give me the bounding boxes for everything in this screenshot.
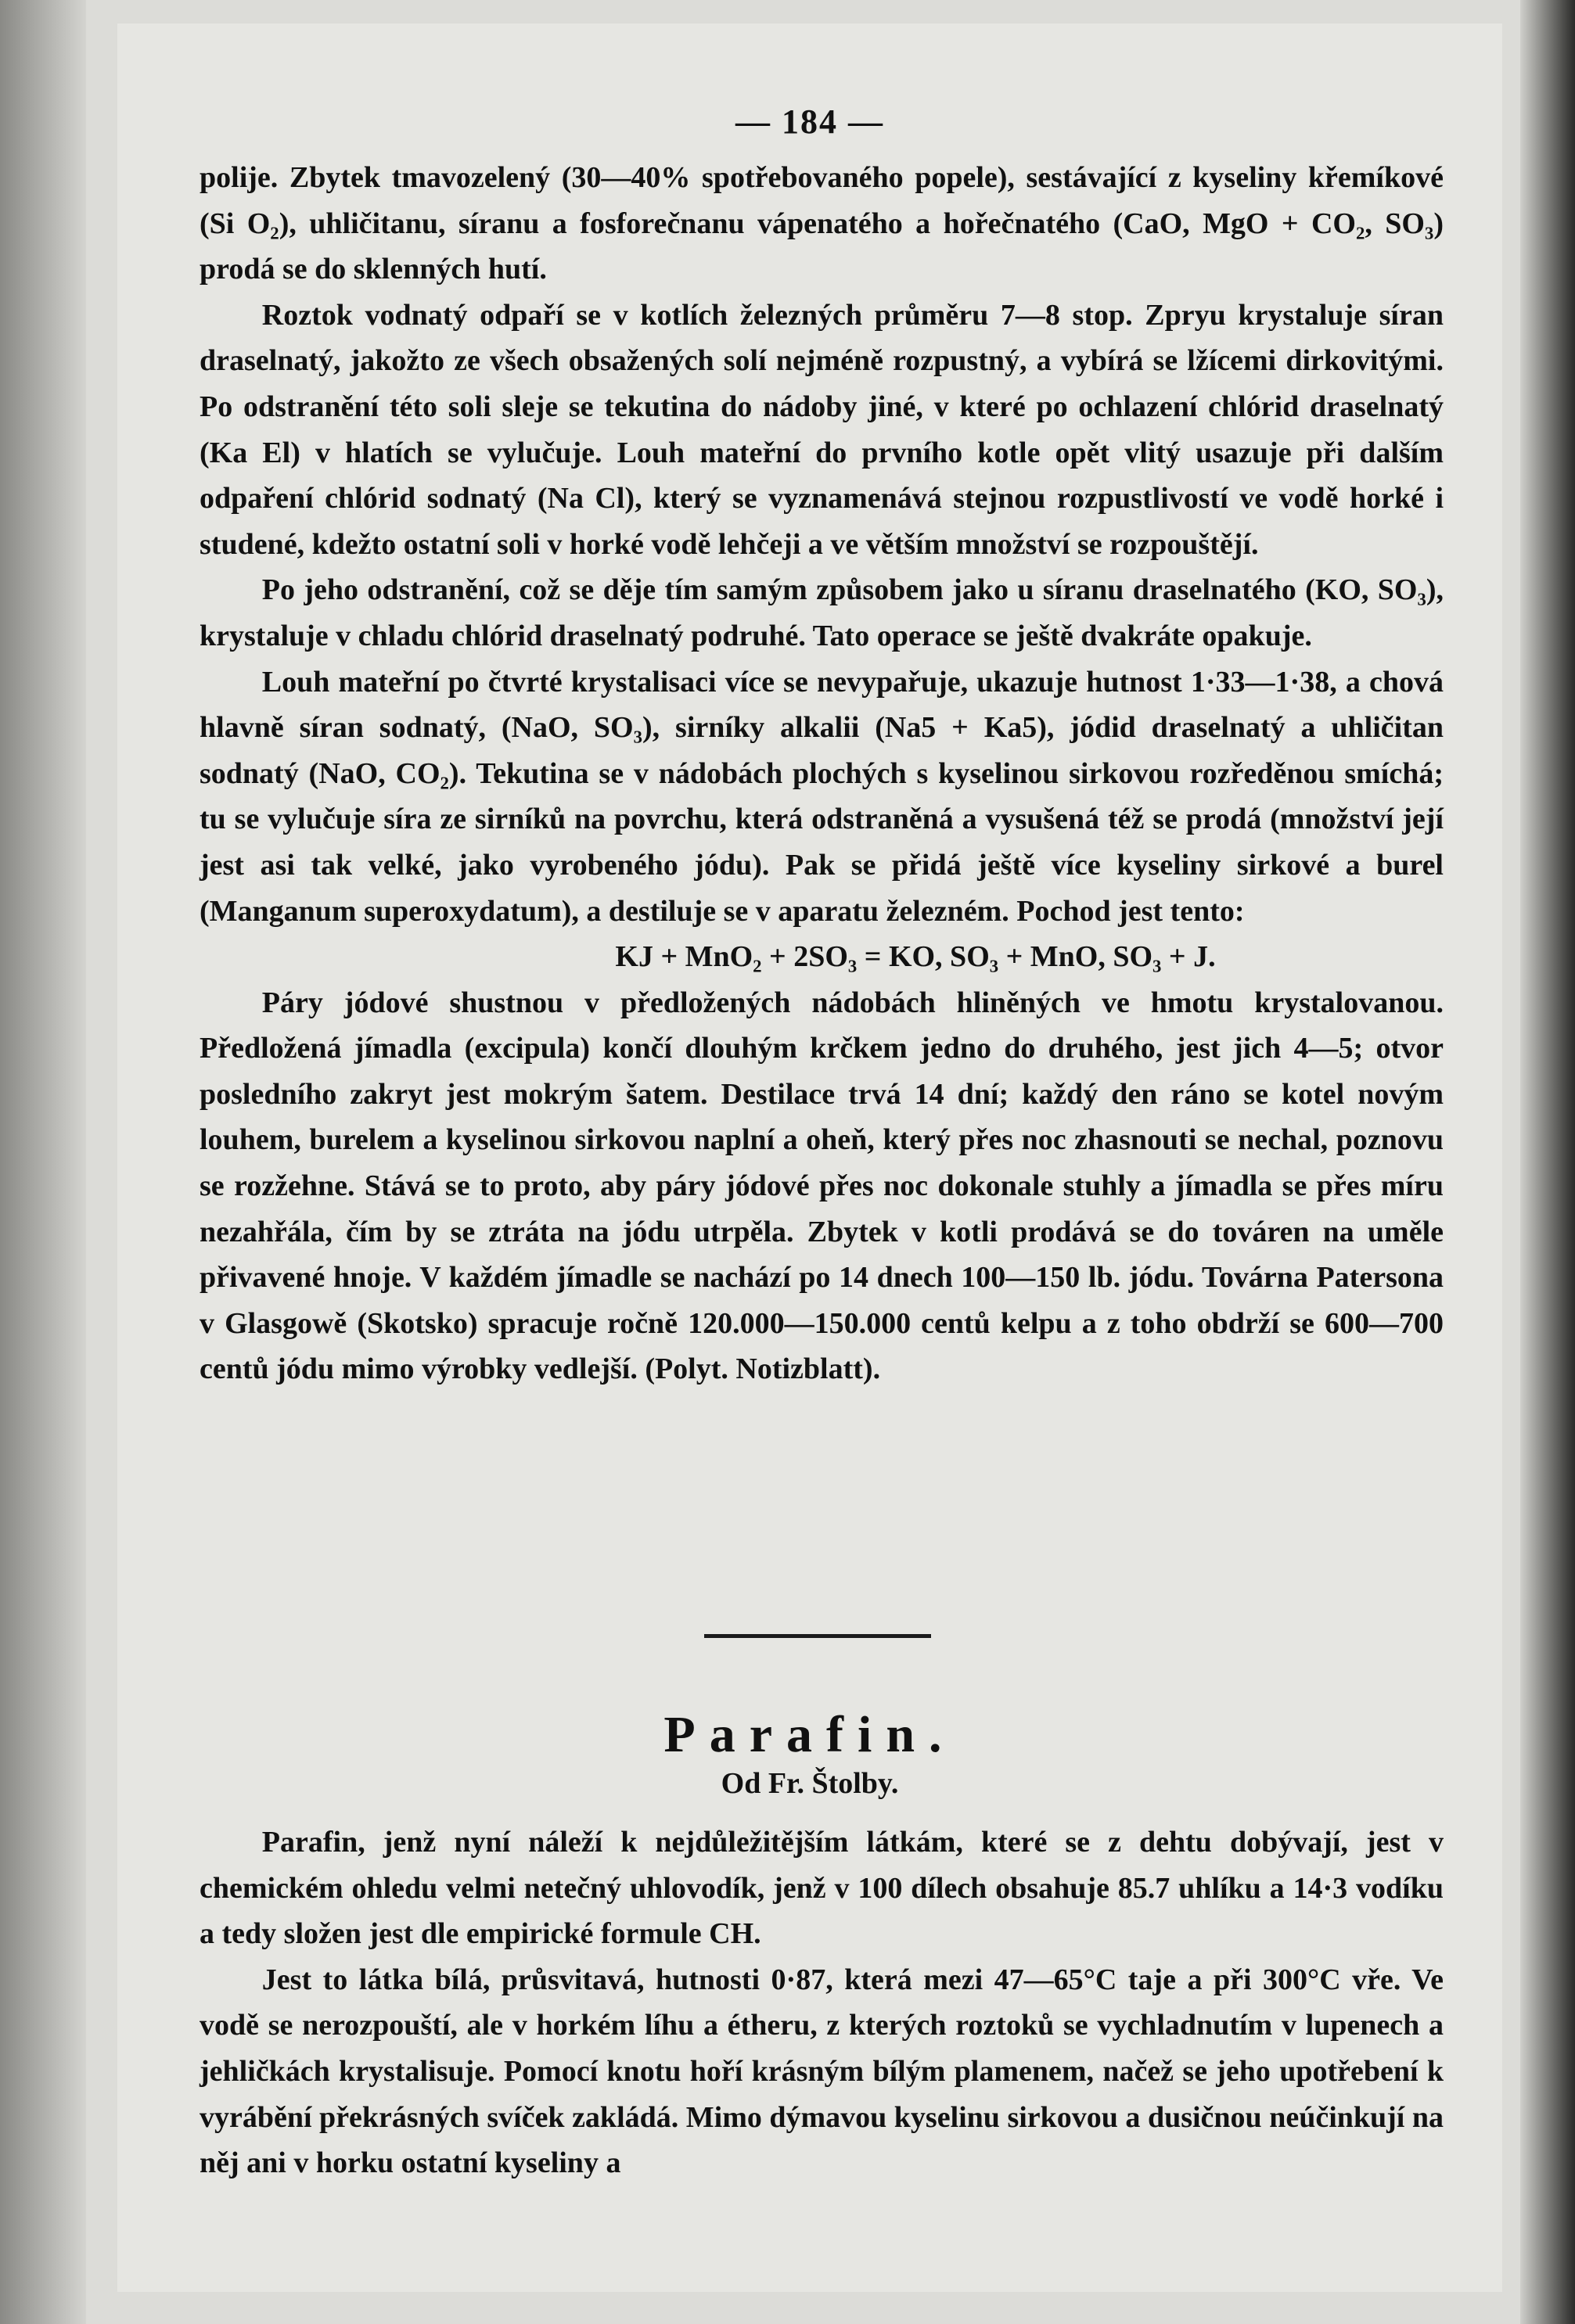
paragraph: Po jeho odstranění, což se děje tím samým způsobem jako u síranu draselnatého (KO, SO₃), krystaluje v chladu chlórid draselnatý podruhé. Tato operace se ještě dvakráte opakuje. — [200, 573, 1444, 652]
scan-shadow-left — [0, 0, 86, 2324]
article-body-bottom — [200, 1819, 1444, 2186]
chemical-equation: KJ + MnO₂ + 2SO₃ = KO, SO₃ + MnO, SO₃ + J. — [615, 940, 1216, 974]
scan-shadow-right — [1520, 0, 1575, 2324]
book-page — [117, 23, 1502, 2292]
paragraph: Jest to látka bílá, průsvitavá, hutnosti 0·87, která mezi 47—65°C taje a při 300°C vře. Ve vodě se nerozpouští, ale v horkém líhu a étheru, z kterých roztoků se vychladnutím v lupenech a jehličkách krystalisuje. Pomocí knotu hoří krásným bílým plamenem, načež se jeho upotřebení k vyrábění překrásných svíček zakládá. Mimo dýmavou kyselinu sirkovou a dusičnou neúčinkují na něj ani v horku ostatní kyseliny a — [200, 1963, 1444, 2180]
paragraph: Louh mateřní po čtvrté krystalisaci více se nevypařuje, ukazuje hutnost 1·33—1·38, a chová hlavně síran sodnatý, (NaO, SO₃), sirníky alkalii (Na5 + Ka5), jódid draselnatý a uhličitan sodnatý (NaO, CO₂). Tekutina se v nádobách plochých s kyselinou sirkovou rozředěnou smíchá; tu se vylučuje síra ze sirníků na povrchu, která odstraněná a vysušená též se prodá (množství její jest asi tak velké, jako vyrobeného jódu). Pak se přidá ještě více kyseliny sirkové a burel (Manganum superoxydatum), a destiluje se v aparatu železném. Pochod jest tento: — [200, 665, 1444, 928]
paragraph: Roztok vodnatý odpaří se v kotlích železných průměru 7—8 stop. Zpryu krystaluje síran draselnatý, jakožto ze všech obsažených solí nejméně rozpustný, a vybírá se lžícemi dirkovitými. Po odstranění této soli sleje se tekutina do nádoby jiné, v které po ochlazení chlórid draselnatý (Ka El) v hlatích se vylučuje. Louh mateřní do prvního kotle opět vlitý usazuje při dalším odpaření chlórid sodnatý (Na Cl), který se vyznamenává stejnou rozpustlivostí ve vodě horké i studené, kdežto ostatní soli v horké vodě lehčeji a ve větším množství se rozpouštějí. — [200, 298, 1444, 561]
article-body-top — [200, 155, 1444, 1392]
paragraph: Parafin, jenž nyní náleží k nejdůležitějším látkám, které se z dehtu dobývají, jest v chemickém ohledu velmi netečný uhlovodík, jenž v 100 dílech obsahuje 85.7 uhlíku a 14·3 vodíku a tedy složen jest dle empirické formule CH. — [200, 1826, 1444, 1951]
article-title: Parafin. — [663, 1706, 956, 1763]
paragraph-continued: polije. Zbytek tmavozelený (30—40% spotřebovaného popele), sestávající z kyseliny křemíkové (Si O₂), uhličitanu, síranu a fosforečnanu vápenatého a hořečnatého (CaO, MgO + CO₂, SO₃) prodá se do sklenných hutí. — [200, 161, 1444, 286]
paragraph: Páry jódové shustnou v předložených nádobách hliněných ve hmotu krystalovanou. Předložená jímadla (excipula) končí dlouhým krčkem jedno do druhého, jest jich 4—5; otvor posledního zakryt jest mokrým šatem. Destilace trvá 14 dní; každý den ráno se kotel novým louhem, burelem a kyselinou sirkovou naplní a oheň, který přes noc zhasnouti se nechal, poznovu se rozžehne. Stává se to proto, aby páry jódové přes noc dokonale stuhly a jímadla se přes míru nezahřála, čím by se ztráta na jódu utrpěla. Zbytek v kotli prodává se do továren na uměle přivavené hnoje. V každém jímadle se nachází po 14 dnech 100—150 lb. jódu. Továrna Patersona v Glasgowě (Skotsko) spracuje ročně 120.000—150.000 centů kelpu a z toho obdrží se 600—700 centů jódu mimo výrobky vedlejší. (Polyt. Notizblatt). — [200, 986, 1444, 1386]
section-divider — [704, 1634, 931, 1638]
page-number: — 184 — — [735, 102, 884, 141]
article-byline: Od Fr. Štolby. — [721, 1767, 899, 1800]
